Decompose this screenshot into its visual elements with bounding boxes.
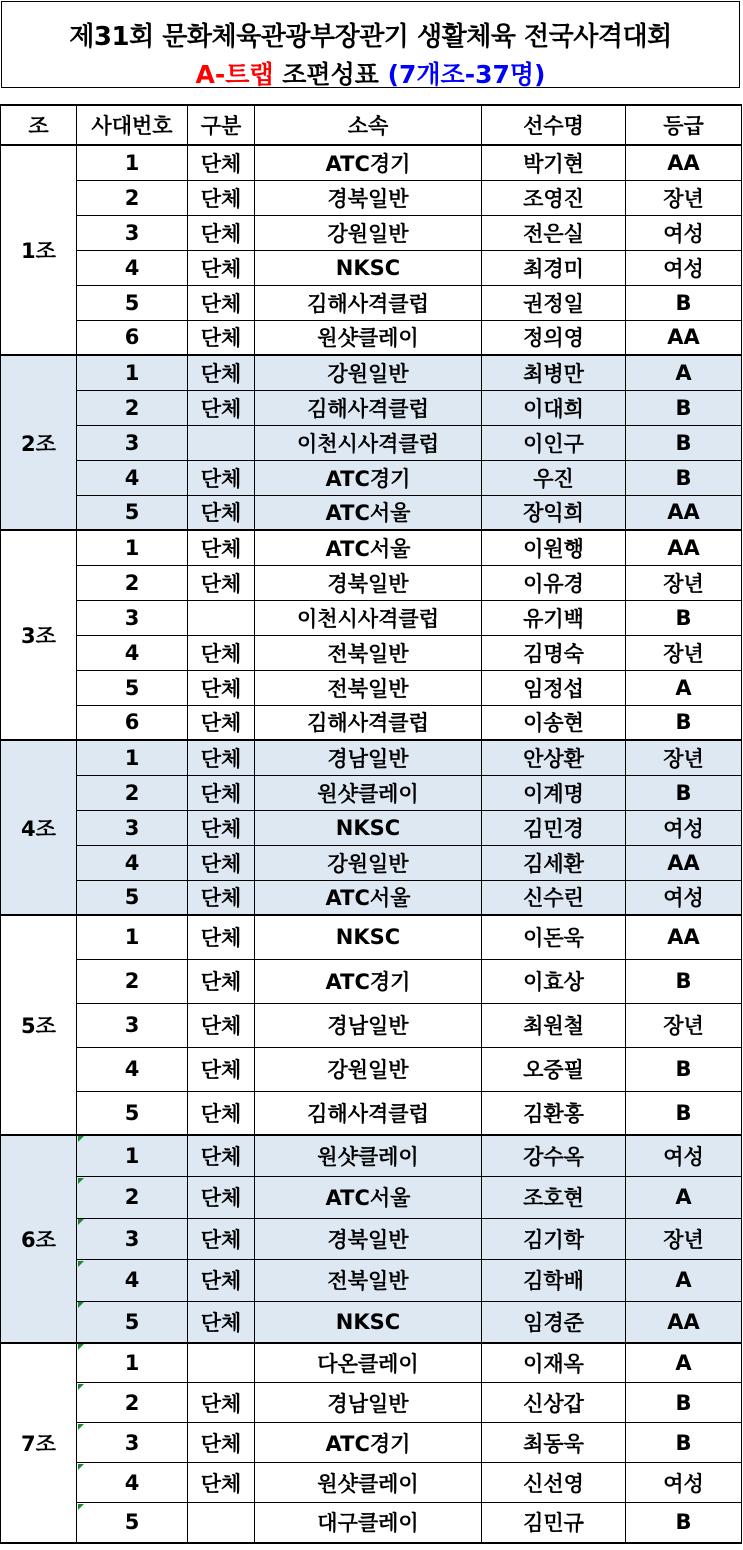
cell-player: 최병만 <box>482 355 626 390</box>
cell-station: 4 <box>77 635 188 670</box>
cell-type <box>188 1343 255 1383</box>
cell-grade: AA <box>626 320 742 355</box>
cell-station: 5 <box>77 285 188 320</box>
cell-affiliation: ATC서울 <box>255 1177 482 1219</box>
table-row <box>1 1047 742 1091</box>
table-row <box>1 1343 742 1383</box>
cell-player: 유기백 <box>482 600 626 635</box>
table-row <box>1 1003 742 1047</box>
cell-affiliation: 전북일반 <box>255 1260 482 1302</box>
table-row <box>1 1177 742 1219</box>
cell-station: 5 <box>77 1091 188 1135</box>
cell-type: 단체 <box>188 1301 255 1343</box>
cell-player: 최동욱 <box>482 1423 626 1463</box>
cell-station: 6 <box>77 705 188 740</box>
cell-station: 4 <box>77 1260 188 1302</box>
cell-affiliation: ATC경기 <box>255 145 482 180</box>
header-player: 선수명 <box>482 105 626 145</box>
cell-affiliation: 원샷클레이 <box>255 1135 482 1177</box>
table-row <box>1 495 742 530</box>
table-row <box>1 1463 742 1503</box>
cell-type: 단체 <box>188 810 255 845</box>
cell-grade: AA <box>626 1301 742 1343</box>
cell-affiliation: NKSC <box>255 250 482 285</box>
cell-affiliation: NKSC <box>255 915 482 959</box>
cell-type: 단체 <box>188 145 255 180</box>
cell-grade: B <box>626 1383 742 1423</box>
cell-grade: A <box>626 670 742 705</box>
cell-station: 3 <box>77 215 188 250</box>
cell-station: 2 <box>77 1383 188 1423</box>
cell-player: 이재옥 <box>482 1343 626 1383</box>
cell-grade: B <box>626 705 742 740</box>
cell-type: 단체 <box>188 1463 255 1503</box>
cell-type: 단체 <box>188 355 255 390</box>
cell-station: 3 <box>77 1218 188 1260</box>
cell-type: 단체 <box>188 250 255 285</box>
cell-player: 신선영 <box>482 1463 626 1503</box>
table-row <box>1 460 742 495</box>
cell-type: 단체 <box>188 1218 255 1260</box>
cell-affiliation: 경남일반 <box>255 740 482 775</box>
cell-affiliation: ATC경기 <box>255 959 482 1003</box>
title-box <box>1 1 740 88</box>
cell-player: 최경미 <box>482 250 626 285</box>
cell-affiliation: 원샷클레이 <box>255 775 482 810</box>
cell-station: 1 <box>77 145 188 180</box>
cell-station: 1 <box>77 915 188 959</box>
cell-affiliation: 김해사격클럽 <box>255 285 482 320</box>
squad-table <box>0 104 742 1544</box>
cell-type: 단체 <box>188 530 255 565</box>
cell-affiliation: 김해사격클럽 <box>255 390 482 425</box>
cell-grade: B <box>626 959 742 1003</box>
cell-type: 단체 <box>188 959 255 1003</box>
table-row <box>1 180 742 215</box>
cell-player: 김학배 <box>482 1260 626 1302</box>
cell-affiliation: 원샷클레이 <box>255 1463 482 1503</box>
cell-affiliation: 경북일반 <box>255 565 482 600</box>
cell-grade: AA <box>626 845 742 880</box>
cell-type: 단체 <box>188 1091 255 1135</box>
table-row <box>1 530 742 565</box>
cell-player: 이인구 <box>482 425 626 460</box>
cell-type: 단체 <box>188 775 255 810</box>
cell-player: 이원행 <box>482 530 626 565</box>
cell-affiliation: 경남일반 <box>255 1003 482 1047</box>
group-label: 2조 <box>1 355 77 530</box>
cell-affiliation: ATC서울 <box>255 530 482 565</box>
cell-player: 신수린 <box>482 880 626 915</box>
cell-affiliation: NKSC <box>255 810 482 845</box>
cell-type <box>188 600 255 635</box>
cell-player: 정의영 <box>482 320 626 355</box>
comment-marker-icon <box>78 1261 84 1267</box>
cell-player: 임경준 <box>482 1301 626 1343</box>
cell-station: 5 <box>77 670 188 705</box>
cell-affiliation: ATC경기 <box>255 460 482 495</box>
header-type: 구분 <box>188 105 255 145</box>
cell-grade: 장년 <box>626 1003 742 1047</box>
cell-player: 조영진 <box>482 180 626 215</box>
cell-type: 단체 <box>188 1047 255 1091</box>
cell-station: 4 <box>77 1047 188 1091</box>
group-label: 6조 <box>1 1135 77 1343</box>
comment-marker-icon <box>78 1136 84 1142</box>
cell-player: 강수옥 <box>482 1135 626 1177</box>
cell-station: 1 <box>77 1135 188 1177</box>
cell-grade: B <box>626 460 742 495</box>
table-row <box>1 1423 742 1463</box>
cell-grade: 여성 <box>626 1463 742 1503</box>
cell-station: 4 <box>77 845 188 880</box>
cell-type <box>188 425 255 460</box>
cell-grade: 여성 <box>626 250 742 285</box>
table-row <box>1 845 742 880</box>
header-station: 사대번호 <box>77 105 188 145</box>
cell-affiliation: ATC서울 <box>255 880 482 915</box>
cell-type: 단체 <box>188 740 255 775</box>
cell-type: 단체 <box>188 845 255 880</box>
cell-affiliation: 원샷클레이 <box>255 320 482 355</box>
cell-type: 단체 <box>188 1423 255 1463</box>
cell-affiliation: 이천시사격클럽 <box>255 425 482 460</box>
cell-affiliation: 이천시사격클럽 <box>255 600 482 635</box>
cell-type: 단체 <box>188 880 255 915</box>
cell-affiliation: 김해사격클럽 <box>255 1091 482 1135</box>
cell-type: 단체 <box>188 390 255 425</box>
cell-affiliation: 강원일반 <box>255 355 482 390</box>
cell-type: 단체 <box>188 1260 255 1302</box>
cell-station: 3 <box>77 1003 188 1047</box>
comment-marker-icon <box>78 1178 84 1184</box>
header-grade: 등급 <box>626 105 742 145</box>
cell-grade: 장년 <box>626 740 742 775</box>
table-row <box>1 425 742 460</box>
cell-grade: AA <box>626 915 742 959</box>
cell-player: 김세환 <box>482 845 626 880</box>
cell-grade: B <box>626 425 742 460</box>
cell-affiliation: 강원일반 <box>255 1047 482 1091</box>
cell-grade: AA <box>626 530 742 565</box>
cell-affiliation: 강원일반 <box>255 845 482 880</box>
cell-station: 1 <box>77 1343 188 1383</box>
cell-player: 박기현 <box>482 145 626 180</box>
cell-grade: B <box>626 1091 742 1135</box>
cell-grade: AA <box>626 495 742 530</box>
table-row <box>1 775 742 810</box>
cell-grade: 장년 <box>626 635 742 670</box>
group-label: 3조 <box>1 530 77 740</box>
cell-station: 4 <box>77 460 188 495</box>
document-subtitle <box>2 55 739 91</box>
table-row <box>1 810 742 845</box>
table-row <box>1 390 742 425</box>
cell-affiliation: NKSC <box>255 1301 482 1343</box>
cell-grade: B <box>626 775 742 810</box>
cell-grade: 장년 <box>626 1218 742 1260</box>
cell-grade: AA <box>626 145 742 180</box>
cell-station: 2 <box>77 775 188 810</box>
cell-station: 6 <box>77 320 188 355</box>
comment-marker-icon <box>78 1219 84 1225</box>
cell-affiliation: 경남일반 <box>255 1383 482 1423</box>
cell-grade: A <box>626 1343 742 1383</box>
table-row <box>1 1503 742 1543</box>
group-label: 4조 <box>1 740 77 915</box>
cell-station: 1 <box>77 530 188 565</box>
cell-affiliation: 다온클레이 <box>255 1343 482 1383</box>
group-count: (7개조-37명) <box>387 60 546 89</box>
table-row <box>1 1383 742 1423</box>
table-row <box>1 320 742 355</box>
cell-type: 단체 <box>188 460 255 495</box>
cell-player: 김기학 <box>482 1218 626 1260</box>
cell-station: 3 <box>77 600 188 635</box>
table-row <box>1 565 742 600</box>
cell-player: 이계명 <box>482 775 626 810</box>
table-row <box>1 670 742 705</box>
cell-station: 1 <box>77 355 188 390</box>
cell-player: 신상갑 <box>482 1383 626 1423</box>
cell-type: 단체 <box>188 915 255 959</box>
table-row <box>1 880 742 915</box>
comment-marker-icon <box>78 1504 84 1510</box>
table-row <box>1 145 742 180</box>
cell-player: 김명숙 <box>482 635 626 670</box>
cell-affiliation: 강원일반 <box>255 215 482 250</box>
header-row <box>1 105 742 145</box>
cell-affiliation: 김해사격클럽 <box>255 705 482 740</box>
cell-player: 오중필 <box>482 1047 626 1091</box>
cell-grade: 여성 <box>626 1135 742 1177</box>
table-row <box>1 250 742 285</box>
cell-station: 1 <box>77 740 188 775</box>
cell-player: 안상환 <box>482 740 626 775</box>
cell-player: 우진 <box>482 460 626 495</box>
cell-type: 단체 <box>188 1383 255 1423</box>
cell-station: 4 <box>77 1463 188 1503</box>
cell-type <box>188 1503 255 1543</box>
cell-player: 전은실 <box>482 215 626 250</box>
cell-affiliation: 전북일반 <box>255 635 482 670</box>
group-label: 7조 <box>1 1343 77 1543</box>
cell-player: 이유경 <box>482 565 626 600</box>
cell-player: 최원철 <box>482 1003 626 1047</box>
cell-station: 2 <box>77 180 188 215</box>
cell-station: 3 <box>77 425 188 460</box>
table-row <box>1 1091 742 1135</box>
cell-affiliation: ATC서울 <box>255 495 482 530</box>
cell-player: 이돈욱 <box>482 915 626 959</box>
table-row <box>1 215 742 250</box>
table-row <box>1 740 742 775</box>
cell-player: 권정일 <box>482 285 626 320</box>
cell-station: 3 <box>77 810 188 845</box>
comment-marker-icon <box>78 1464 84 1470</box>
cell-type: 단체 <box>188 495 255 530</box>
table-row <box>1 635 742 670</box>
cell-grade: A <box>626 1260 742 1302</box>
table-row <box>1 1260 742 1302</box>
table-row <box>1 285 742 320</box>
cell-type: 단체 <box>188 1003 255 1047</box>
cell-station: 5 <box>77 1503 188 1543</box>
cell-grade: B <box>626 1047 742 1091</box>
cell-type: 단체 <box>188 180 255 215</box>
cell-station: 2 <box>77 390 188 425</box>
cell-station: 5 <box>77 1301 188 1343</box>
event-name: A-트랩 <box>195 60 274 89</box>
table-row <box>1 1218 742 1260</box>
table-row <box>1 355 742 390</box>
cell-grade: B <box>626 1503 742 1543</box>
cell-type: 단체 <box>188 565 255 600</box>
cell-affiliation: ATC경기 <box>255 1423 482 1463</box>
cell-player: 김민경 <box>482 810 626 845</box>
table-row <box>1 600 742 635</box>
cell-grade: 여성 <box>626 880 742 915</box>
comment-marker-icon <box>78 1302 84 1308</box>
cell-station: 5 <box>77 495 188 530</box>
cell-grade: 여성 <box>626 215 742 250</box>
cell-grade: 여성 <box>626 810 742 845</box>
cell-type: 단체 <box>188 635 255 670</box>
cell-type: 단체 <box>188 1177 255 1219</box>
cell-player: 이대희 <box>482 390 626 425</box>
cell-station: 2 <box>77 565 188 600</box>
header-group: 조 <box>1 105 77 145</box>
group-label: 1조 <box>1 145 77 355</box>
cell-type: 단체 <box>188 705 255 740</box>
comment-marker-icon <box>78 1384 84 1390</box>
header-affiliation: 소속 <box>255 105 482 145</box>
document-title: 제31회 문화체육관광부장관기 생활체육 전국사격대회 <box>69 22 672 52</box>
table-row <box>1 705 742 740</box>
comment-marker-icon <box>78 1344 84 1350</box>
cell-player: 김환홍 <box>482 1091 626 1135</box>
cell-station: 2 <box>77 1177 188 1219</box>
table-row <box>1 915 742 959</box>
cell-station: 5 <box>77 880 188 915</box>
cell-affiliation: 경북일반 <box>255 1218 482 1260</box>
comment-marker-icon <box>78 1424 84 1430</box>
cell-grade: 장년 <box>626 565 742 600</box>
cell-grade: A <box>626 355 742 390</box>
cell-player: 조호현 <box>482 1177 626 1219</box>
cell-type: 단체 <box>188 320 255 355</box>
cell-affiliation: 대구클레이 <box>255 1503 482 1543</box>
table-row <box>1 1301 742 1343</box>
cell-type: 단체 <box>188 215 255 250</box>
table-row <box>1 959 742 1003</box>
cell-grade: B <box>626 390 742 425</box>
cell-grade: B <box>626 1423 742 1463</box>
cell-player: 장익희 <box>482 495 626 530</box>
cell-affiliation: 전북일반 <box>255 670 482 705</box>
cell-player: 임정섭 <box>482 670 626 705</box>
cell-type: 단체 <box>188 670 255 705</box>
cell-player: 이송현 <box>482 705 626 740</box>
cell-player: 김민규 <box>482 1503 626 1543</box>
table-row <box>1 1135 742 1177</box>
cell-grade: B <box>626 600 742 635</box>
cell-type: 단체 <box>188 1135 255 1177</box>
cell-grade: A <box>626 1177 742 1219</box>
cell-grade: 장년 <box>626 180 742 215</box>
group-label: 5조 <box>1 915 77 1135</box>
cell-affiliation: 경북일반 <box>255 180 482 215</box>
subtitle-main: 조편성표 <box>273 60 388 89</box>
cell-player: 이효상 <box>482 959 626 1003</box>
cell-type: 단체 <box>188 285 255 320</box>
cell-station: 3 <box>77 1423 188 1463</box>
cell-grade: B <box>626 285 742 320</box>
cell-station: 4 <box>77 250 188 285</box>
cell-station: 2 <box>77 959 188 1003</box>
